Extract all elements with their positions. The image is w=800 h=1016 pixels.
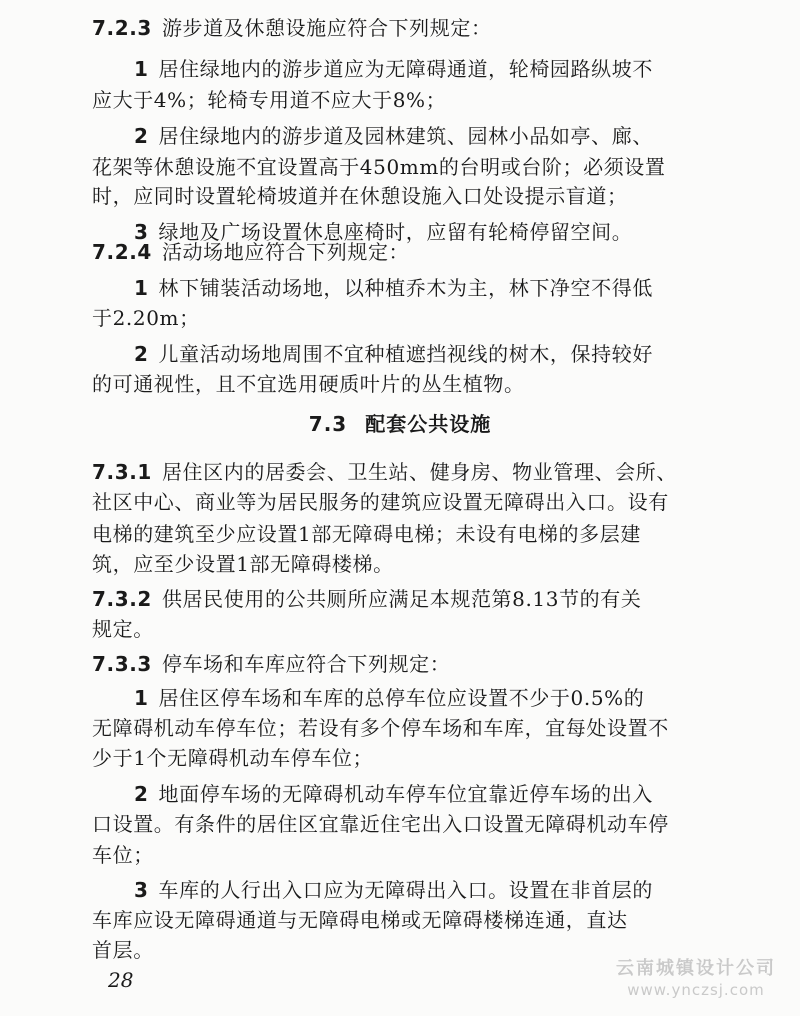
clause-text: 社区中心、商业等为居民服务的建筑应设置无障碍出入口。设有 xyxy=(92,490,669,514)
item-line xyxy=(92,908,628,932)
item-line xyxy=(92,812,669,836)
watermark-name: 云南城镇设计公司 xyxy=(616,958,776,979)
item-text: 车库应设无障碍通道与无障碍电梯或无障碍楼梯连通，直达 xyxy=(92,908,628,932)
item-line xyxy=(134,878,653,902)
item-text: 时，应同时设置轮椅坡道并在休憩设施入口处设提示盲道； xyxy=(92,184,628,208)
item-text: 无障碍机动车停车位；若设有多个停车场和车库，宜每处设置不 xyxy=(92,716,669,740)
item-text: 首层。 xyxy=(92,938,154,962)
item-line xyxy=(92,306,200,330)
item-text: 居住绿地内的游步道及园林建筑、园林小品如亭、廊、 xyxy=(158,124,653,148)
item-line xyxy=(134,276,653,300)
clause-text: 停车场和车库应符合下列规定： xyxy=(161,652,451,676)
clause-7-3-3-heading xyxy=(92,652,450,676)
clause-7-3-1 xyxy=(92,460,677,484)
item-text: 车位； xyxy=(92,843,154,867)
clause-text: 规定。 xyxy=(92,617,154,641)
item-line xyxy=(92,716,669,740)
item-number: 1 xyxy=(134,686,149,710)
item-line xyxy=(92,843,154,867)
item-line xyxy=(134,124,653,148)
item-line xyxy=(92,155,666,179)
item-text: 口设置。有条件的居住区宜靠近住宅出入口设置无障碍机动车停 xyxy=(92,812,669,836)
item-text: 应大于4%；轮椅专用道不应大于8%； xyxy=(92,88,447,112)
clause-text: 居住区内的居委会、卫生站、健身房、物业管理、会所、 xyxy=(161,460,677,484)
clause-number: 7.2.4 xyxy=(92,240,152,264)
clause-text: 筑，应至少设置1部无障碍楼梯。 xyxy=(92,552,394,576)
item-line xyxy=(92,184,628,208)
item-text: 儿童活动场地周围不宜种植遮挡视线的树木，保持较好 xyxy=(158,342,653,366)
item-number: 2 xyxy=(134,342,149,366)
clause-7-3-2 xyxy=(92,587,641,611)
clause-number: 7.3.2 xyxy=(92,587,152,611)
clause-text: 电梯的建筑至少应设置1部无障碍电梯；未设有电梯的多层建 xyxy=(92,522,641,546)
item-text: 车库的人行出入口应为无障碍出入口。设置在非首层的 xyxy=(158,878,653,902)
clause-text: 活动场地应符合下列规定： xyxy=(161,240,410,264)
clause-line xyxy=(92,617,154,641)
page-number: 28 xyxy=(108,968,134,992)
section-heading: 配套公共设施 xyxy=(365,412,492,436)
clause-7-2-3-heading xyxy=(92,16,492,40)
item-line xyxy=(134,686,644,710)
item-line xyxy=(134,57,653,81)
item-number: 2 xyxy=(134,124,149,148)
clause-line xyxy=(92,552,394,576)
item-line xyxy=(92,88,446,112)
section-title xyxy=(0,412,800,436)
item-text: 于2.20m； xyxy=(92,306,200,330)
clause-line xyxy=(92,490,669,514)
item-text: 绿地及广场设置休息座椅时，应留有轮椅停留空间。 xyxy=(158,220,633,244)
item-number: 1 xyxy=(134,57,149,81)
item-text: 居住区停车场和车库的总停车位应设置不少于0.5%的 xyxy=(158,686,645,710)
clause-number: 7.3.3 xyxy=(92,652,152,676)
item-text: 居住绿地内的游步道应为无障碍通道，轮椅园路纵坡不 xyxy=(158,57,653,81)
clause-7-2-4-heading xyxy=(92,240,409,264)
item-text: 林下铺装活动场地，以种植乔木为主，林下净空不得低 xyxy=(158,276,653,300)
item-line xyxy=(92,372,525,396)
item-line xyxy=(134,782,653,806)
section-number: 7.3 xyxy=(308,412,348,436)
item-number: 3 xyxy=(134,878,149,902)
item-text: 花架等休憩设施不宜设置高于450mm的台明或台阶；必须设置 xyxy=(92,155,666,179)
item-text: 少于1个无障碍机动车停车位； xyxy=(92,746,374,770)
item-line xyxy=(134,342,653,366)
item-number: 2 xyxy=(134,782,149,806)
item-text: 的可通视性，且不宜选用硬质叶片的丛生植物。 xyxy=(92,372,525,396)
item-number: 3 xyxy=(134,220,149,244)
clause-text: 游步道及休憩设施应符合下列规定： xyxy=(161,16,492,40)
watermark-url: www.ynczsj.com xyxy=(627,981,765,999)
item-number: 1 xyxy=(134,276,149,300)
clause-line xyxy=(92,522,641,546)
watermark xyxy=(598,958,794,1000)
item-text: 地面停车场的无障碍机动车停车位宜靠近停车场的出入 xyxy=(158,782,653,806)
item-line xyxy=(92,938,154,962)
clause-number: 7.3.1 xyxy=(92,460,152,484)
clause-number: 7.2.3 xyxy=(92,16,152,40)
clause-text: 供居民使用的公共厕所应满足本规范第8.13节的有关 xyxy=(161,587,642,611)
item-line xyxy=(92,746,373,770)
